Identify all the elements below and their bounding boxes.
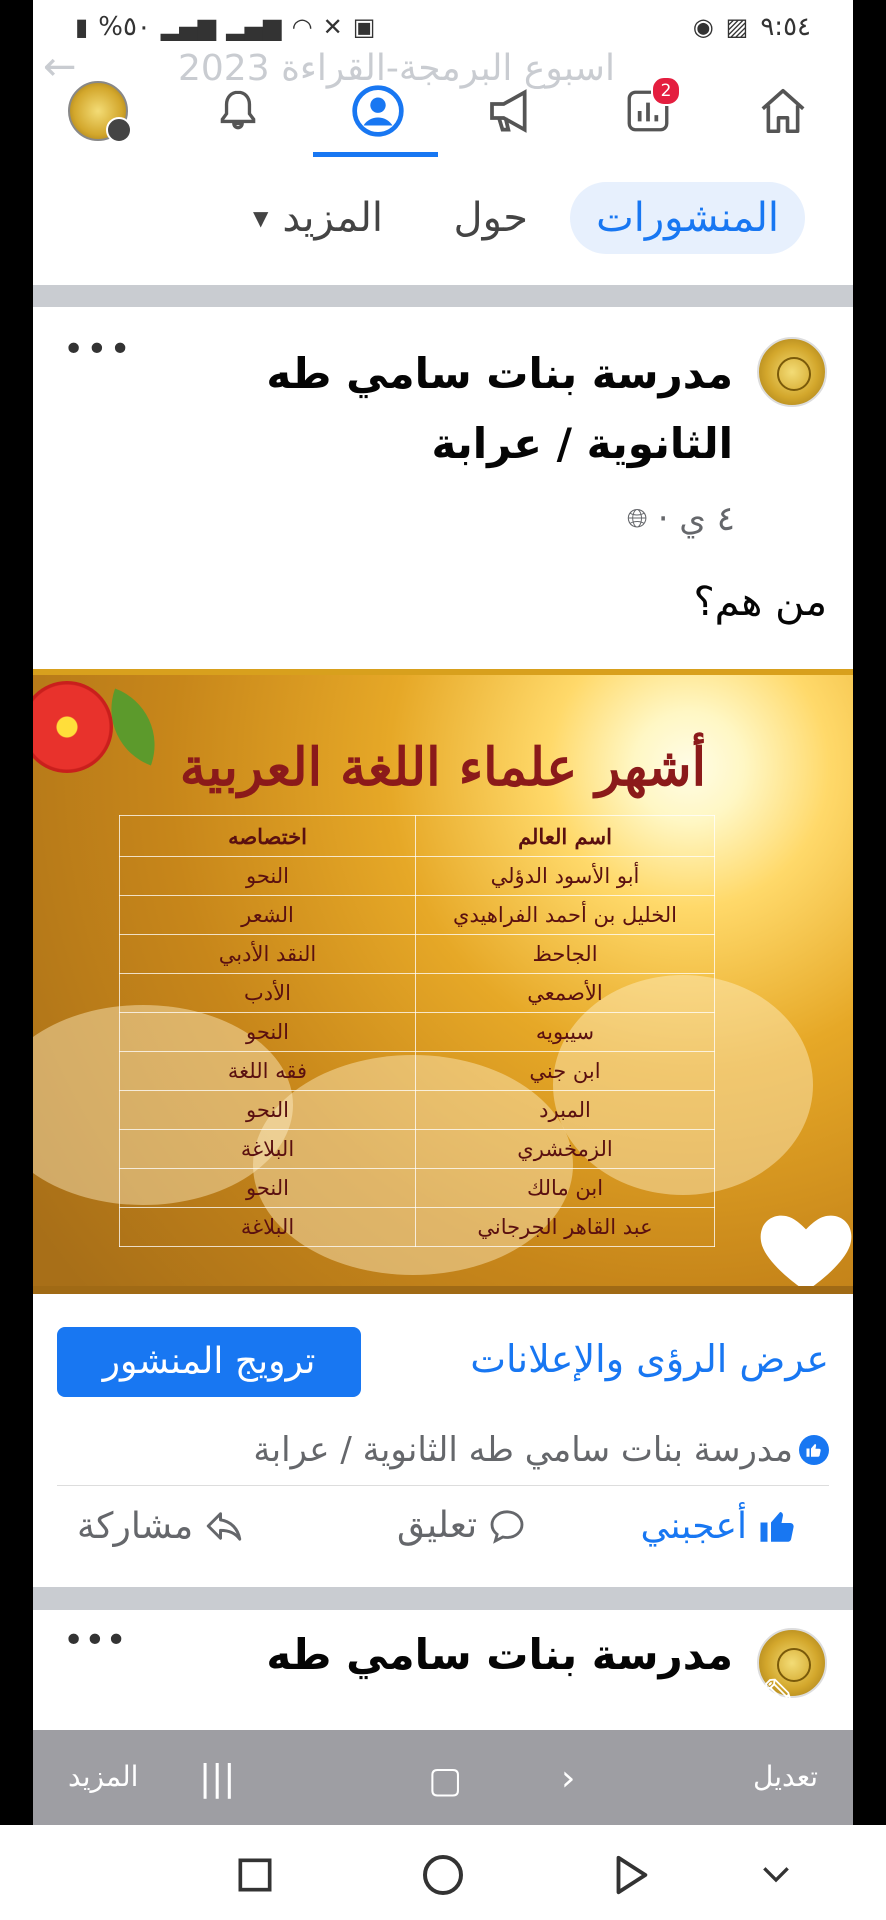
specialty-cell: الأدب (120, 974, 416, 1013)
edit-button[interactable]: تعديل (753, 1760, 818, 1793)
scholar-name-cell: أبو الأسود الدؤلي (416, 857, 715, 896)
specialty-cell: البلاغة (120, 1130, 416, 1169)
promotion-row (33, 1307, 853, 1397)
share-arrow-icon (203, 1505, 245, 1547)
tab-more[interactable] (253, 182, 383, 254)
lock-icon: ▣ (352, 13, 376, 41)
page-avatar[interactable] (757, 337, 827, 407)
thumbs-up-icon (757, 1505, 799, 1547)
scholar-name-cell: الزمخشري (416, 1130, 715, 1169)
more-dots-icon[interactable]: ••• (78, 1675, 147, 1713)
tab-about[interactable]: حول (453, 195, 528, 241)
likes-by-text: مدرسة بنات سامي طه الثانوية / عرابة (253, 1430, 793, 1470)
menu-lines-icon (106, 117, 132, 143)
table-row (120, 935, 715, 974)
recents-square-icon[interactable] (225, 1845, 285, 1905)
chrome-icon: ◉ (692, 13, 714, 41)
notifications-button[interactable] (203, 80, 273, 142)
chevron-down-icon[interactable] (746, 1845, 806, 1905)
page-tabs (33, 160, 853, 285)
gallery-icon: ▨ (725, 13, 749, 41)
overlay-title: اسبوع البرمجة-القراءة 2023 (178, 48, 615, 89)
comment-button[interactable] (397, 1505, 527, 1546)
specialty-cell: النحو (120, 1013, 416, 1052)
back-arrow-icon[interactable]: ← (43, 44, 77, 90)
home-button[interactable] (748, 80, 818, 142)
likes-summary[interactable] (57, 1415, 829, 1486)
table-row (120, 857, 715, 896)
table-row (120, 1013, 715, 1052)
profile-menu-button[interactable] (63, 80, 133, 142)
table-row (120, 1130, 715, 1169)
tab-posts[interactable]: المنشورات (570, 182, 805, 254)
status-right (693, 12, 811, 42)
post-text: من هم؟ (693, 579, 827, 625)
image-title: أشهر علماء اللغة العربية (179, 737, 707, 798)
battery-icon: ▮ (75, 13, 89, 41)
like-label: أعجبني (640, 1505, 747, 1547)
heart-icon[interactable] (751, 1195, 853, 1294)
user-circle-icon (350, 83, 406, 139)
recent-apps-icon[interactable]: ||| (199, 1758, 236, 1799)
post-menu-icon[interactable]: ••• (63, 329, 133, 370)
chevron-right-icon[interactable]: › (561, 1758, 576, 1799)
signal-icon: ▂▄▆ (160, 13, 217, 41)
battery-level: %٥٠ (98, 12, 151, 42)
pencil-icon[interactable]: ✎ (761, 1670, 798, 1721)
signal-icon-2: ▂▄▆ (226, 13, 282, 41)
specialty-cell: النحو (120, 1169, 416, 1208)
specialty-cell: فقه اللغة (120, 1052, 416, 1091)
table-row (120, 974, 715, 1013)
system-navigation-bar (0, 1825, 886, 1920)
table-header: اختصاصه (120, 816, 416, 857)
scholar-name-cell: الخليل بن أحمد الفراهيدي (416, 896, 715, 935)
home-icon (756, 84, 810, 138)
table-row (120, 1208, 715, 1247)
tab-more-label: المزيد (282, 195, 383, 241)
scholar-name-cell: الجاحظ (416, 935, 715, 974)
table-row (120, 1091, 715, 1130)
home-square-icon[interactable]: ▢ (428, 1760, 463, 1801)
post-author[interactable]: مدرسة بنات سامي طه الثانوية / عرابة (266, 349, 733, 468)
comment-icon (487, 1506, 527, 1546)
post-time (627, 499, 735, 539)
app-screen (33, 0, 853, 1825)
specialty-cell: الشعر (120, 896, 416, 935)
table-header-row (120, 816, 715, 857)
status-left (75, 12, 375, 42)
share-button[interactable] (77, 1505, 245, 1547)
share-label: مشاركة (77, 1505, 194, 1547)
insights-link[interactable]: عرض الرؤى والإعلانات (470, 1337, 829, 1381)
caret-down-icon: ▼ (252, 206, 269, 230)
comment-label: تعليق (397, 1505, 478, 1546)
table-row (120, 896, 715, 935)
post2-author[interactable]: مدرسة بنات سامي طه (266, 1630, 733, 1679)
wifi-icon: ◠ (291, 13, 313, 41)
home-circle-icon[interactable] (413, 1845, 473, 1905)
top-navigation (33, 0, 853, 161)
profile-tab-button[interactable] (343, 80, 413, 142)
back-triangle-icon[interactable] (600, 1845, 660, 1905)
like-reaction-icon (799, 1435, 829, 1465)
specialty-cell: النقد الأدبي (120, 935, 416, 974)
post-image[interactable] (33, 669, 853, 1294)
table-row (120, 1169, 715, 1208)
table-header: اسم العالم (416, 816, 715, 857)
clock: ٩:٥٤ (760, 12, 811, 42)
floating-action-bar (33, 1670, 853, 1825)
bell-icon (213, 86, 263, 136)
post-card (33, 307, 853, 1587)
reaction-bar (57, 1497, 829, 1577)
like-button[interactable] (641, 1505, 799, 1547)
scholar-name-cell: عبد القاهر الجرجاني (416, 1208, 715, 1247)
post2-menu-icon[interactable]: ••• (63, 1620, 127, 1661)
insights-button[interactable] (613, 80, 683, 142)
specialty-cell: النحو (120, 1091, 416, 1130)
active-tab-indicator (313, 152, 438, 157)
scholar-name-cell: المبرد (416, 1091, 715, 1130)
table-row (120, 1052, 715, 1091)
scholar-name-cell: ابن مالك (416, 1169, 715, 1208)
notification-badge: 2 (651, 76, 681, 106)
post-time-label: ٤ ي · (657, 499, 735, 539)
globe-icon: 🌐︎ (626, 503, 648, 534)
scholar-name-cell: سيبويه (416, 1013, 715, 1052)
profile-avatar-icon (68, 81, 128, 141)
scholar-name-cell: الأصمعي (416, 974, 715, 1013)
mute-icon: ✕ (322, 13, 343, 41)
specialty-cell: البلاغة (120, 1208, 416, 1247)
promote-post-button[interactable]: ترويج المنشور (57, 1327, 361, 1397)
scholars-table (119, 815, 715, 1247)
scholar-name-cell: ابن جني (416, 1052, 715, 1091)
ads-button[interactable] (478, 80, 548, 142)
specialty-cell: النحو (120, 857, 416, 896)
more-button[interactable]: المزيد (68, 1760, 139, 1793)
megaphone-icon (485, 83, 541, 139)
